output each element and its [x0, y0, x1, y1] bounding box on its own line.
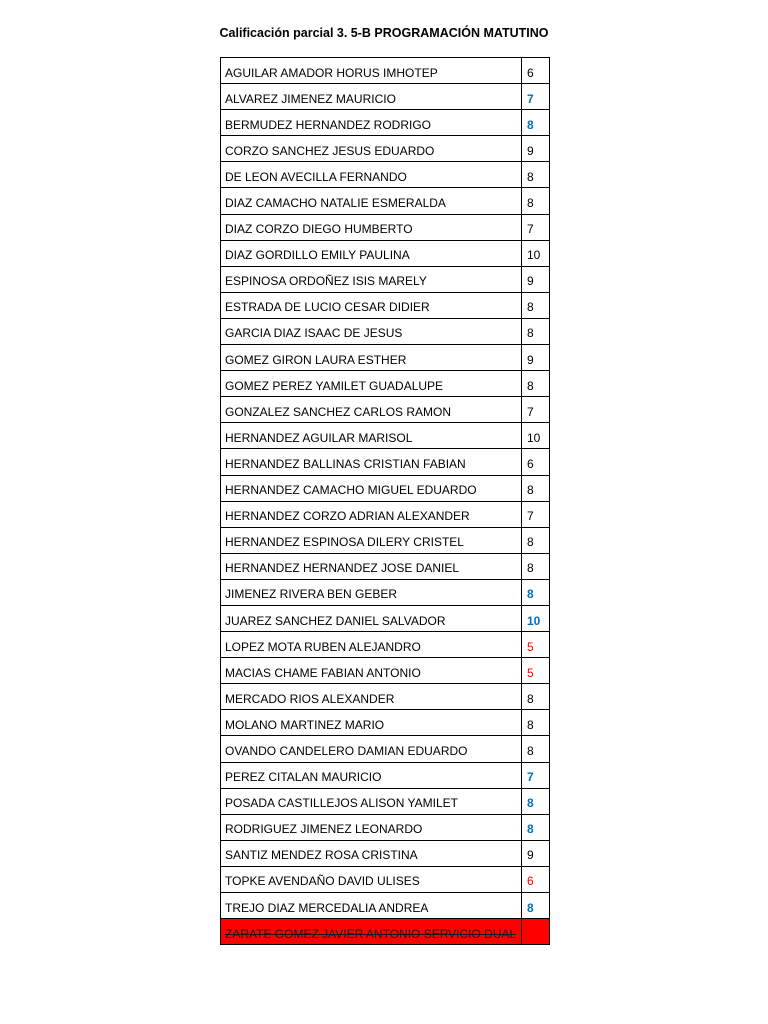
grade-cell: 8	[522, 527, 550, 553]
grade-cell: 9	[522, 345, 550, 371]
table-row	[221, 814, 550, 840]
grade-cell: 8	[522, 318, 550, 344]
grades-table	[220, 57, 550, 945]
student-name-cell: GONZALEZ SANCHEZ CARLOS RAMON	[221, 397, 522, 423]
table-row	[221, 214, 550, 240]
table-row	[221, 475, 550, 501]
student-name-cell: TOPKE AVENDAÑO DAVID ULISES	[221, 866, 522, 892]
grade-cell: 8	[522, 579, 550, 605]
grade-cell: 8	[522, 110, 550, 136]
student-name-cell: TREJO DIAZ MERCEDALIA ANDREA	[221, 893, 522, 919]
student-name-cell: HERNANDEZ HERNANDEZ JOSE DANIEL	[221, 553, 522, 579]
table-row	[221, 840, 550, 866]
table-row	[221, 658, 550, 684]
grade-cell: 8	[522, 162, 550, 188]
grade-cell: 7	[522, 501, 550, 527]
grade-cell: 8	[522, 292, 550, 318]
table-row	[221, 684, 550, 710]
student-name-cell: BERMUDEZ HERNANDEZ RODRIGO	[221, 110, 522, 136]
grade-cell: 8	[522, 788, 550, 814]
table-row	[221, 136, 550, 162]
student-name-cell: HERNANDEZ BALLINAS CRISTIAN FABIAN	[221, 449, 522, 475]
grade-cell: 7	[522, 762, 550, 788]
grade-cell: 8	[522, 893, 550, 919]
student-name-cell: JUAREZ SANCHEZ DANIEL SALVADOR	[221, 605, 522, 631]
table-row	[221, 527, 550, 553]
table-row	[221, 371, 550, 397]
student-name-cell: ZARATE GOMEZ JAVIER ANTONIO SERVICIO DUAL	[221, 919, 522, 945]
student-name-cell: SANTIZ MENDEZ ROSA CRISTINA	[221, 840, 522, 866]
table-row	[221, 866, 550, 892]
grade-cell: 10	[522, 605, 550, 631]
student-name-cell: CORZO SANCHEZ JESUS EDUARDO	[221, 136, 522, 162]
student-name-cell: GOMEZ PEREZ YAMILET GUADALUPE	[221, 371, 522, 397]
grade-cell: 6	[522, 449, 550, 475]
student-name-cell: MACIAS CHAME FABIAN ANTONIO	[221, 658, 522, 684]
grade-cell: 6	[522, 58, 550, 84]
grade-cell: 9	[522, 840, 550, 866]
student-name-cell: MERCADO RIOS ALEXANDER	[221, 684, 522, 710]
student-name-cell: OVANDO CANDELERO DAMIAN EDUARDO	[221, 736, 522, 762]
grade-cell: 7	[522, 397, 550, 423]
student-name-cell: DE LEON AVECILLA FERNANDO	[221, 162, 522, 188]
table-row	[221, 553, 550, 579]
table-row	[221, 788, 550, 814]
table-row	[221, 893, 550, 919]
table-row	[221, 240, 550, 266]
student-name-cell: PEREZ CITALAN MAURICIO	[221, 762, 522, 788]
table-row	[221, 110, 550, 136]
grade-cell: 9	[522, 136, 550, 162]
grade-cell: 10	[522, 423, 550, 449]
table-row	[221, 762, 550, 788]
student-name-cell: HERNANDEZ AGUILAR MARISOL	[221, 423, 522, 449]
grades-table-body	[221, 58, 550, 945]
grade-cell: 8	[522, 710, 550, 736]
student-name-cell: DIAZ CORZO DIEGO HUMBERTO	[221, 214, 522, 240]
grade-cell: 8	[522, 736, 550, 762]
grade-cell: 8	[522, 371, 550, 397]
table-row	[221, 423, 550, 449]
student-name-cell: ESTRADA DE LUCIO CESAR DIDIER	[221, 292, 522, 318]
student-name-cell: JIMENEZ RIVERA BEN GEBER	[221, 579, 522, 605]
table-row	[221, 632, 550, 658]
grade-cell: 5	[522, 632, 550, 658]
document-title: Calificación parcial 3. 5-B PROGRAMACIÓN MATUTINO	[219, 26, 549, 40]
table-row	[221, 84, 550, 110]
table-row	[221, 605, 550, 631]
student-name-cell: RODRIGUEZ JIMENEZ LEONARDO	[221, 814, 522, 840]
grade-cell: 8	[522, 475, 550, 501]
student-name-cell: MOLANO MARTINEZ MARIO	[221, 710, 522, 736]
table-row	[221, 318, 550, 344]
student-name-cell: LOPEZ MOTA RUBEN ALEJANDRO	[221, 632, 522, 658]
grade-cell: 8	[522, 553, 550, 579]
table-row	[221, 397, 550, 423]
student-name-cell: HERNANDEZ ESPINOSA DILERY CRISTEL	[221, 527, 522, 553]
student-name-cell: POSADA CASTILLEJOS ALISON YAMILET	[221, 788, 522, 814]
grade-cell: 8	[522, 188, 550, 214]
table-row	[221, 292, 550, 318]
student-name-cell: DIAZ GORDILLO EMILY PAULINA	[221, 240, 522, 266]
student-name-cell: GOMEZ GIRON LAURA ESTHER	[221, 345, 522, 371]
table-row	[221, 188, 550, 214]
table-row	[221, 266, 550, 292]
student-name-cell: DIAZ CAMACHO NATALIE ESMERALDA	[221, 188, 522, 214]
table-row	[221, 710, 550, 736]
grade-cell	[522, 919, 550, 945]
table-row	[221, 162, 550, 188]
student-name-cell: ESPINOSA ORDOÑEZ ISIS MARELY	[221, 266, 522, 292]
table-row	[221, 58, 550, 84]
table-row	[221, 449, 550, 475]
student-name-cell: HERNANDEZ CAMACHO MIGUEL EDUARDO	[221, 475, 522, 501]
student-name-cell: AGUILAR AMADOR HORUS IMHOTEP	[221, 58, 522, 84]
grade-cell: 8	[522, 684, 550, 710]
table-row	[221, 579, 550, 605]
table-row	[221, 736, 550, 762]
grade-cell: 8	[522, 814, 550, 840]
grade-cell: 7	[522, 84, 550, 110]
student-name-cell: GARCIA DIAZ ISAAC DE JESUS	[221, 318, 522, 344]
student-name-cell: HERNANDEZ CORZO ADRIAN ALEXANDER	[221, 501, 522, 527]
table-row	[221, 501, 550, 527]
grade-cell: 9	[522, 266, 550, 292]
table-row	[221, 919, 550, 945]
grade-cell: 7	[522, 214, 550, 240]
table-row	[221, 345, 550, 371]
grade-cell: 10	[522, 240, 550, 266]
grade-cell: 6	[522, 866, 550, 892]
student-name-cell: ALVAREZ JIMENEZ MAURICIO	[221, 84, 522, 110]
grade-cell: 5	[522, 658, 550, 684]
